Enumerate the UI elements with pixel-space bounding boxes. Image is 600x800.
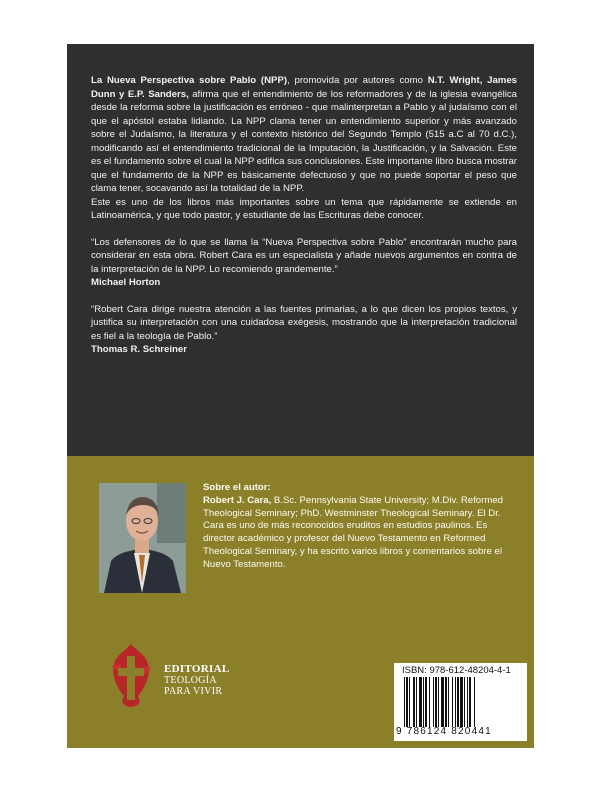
endorsement-quote-1: “Los defensores de lo que se llama la “Nueva Perspectiva sobre Pablo” encontrarán mucho para considerar en esta obra. Robert Cara es un especialista y añade nuevos argumentos en contra de la interpretación de la NPP. Lo recomiendo grandemente.” (91, 236, 517, 275)
publisher-line-3: PARA VIVIR (164, 686, 223, 697)
author-portrait-image (99, 483, 186, 593)
back-cover (67, 44, 534, 748)
author-panel (67, 456, 534, 748)
flame-cross-icon (107, 642, 155, 708)
endorsement-quote-2: “Robert Cara dirige nuestra atención a las fuentes primarias, a lo que dicen los propios textos, y justifica su interpretación con una cuidadosa exégesis, mostrando que la interpretación tradicional es fiel a la teología de Pablo.” (91, 303, 517, 342)
synopsis-panel (67, 44, 534, 456)
barcode-digits: 9 786124 820441 (396, 726, 492, 737)
synopsis-paragraph-1 (91, 74, 517, 196)
synopsis-paragraph-2: Este es uno de los libros más importantes sobre un tema que rápidamente se extiende en Latinoamérica, y que todo pastor, y estudiante de las Escrituras debe conocer. (91, 196, 517, 221)
npp-title: La Nueva Perspectiva sobre Pablo (NPP) (91, 75, 288, 86)
publisher-line-1: EDITORIAL (164, 663, 230, 675)
barcode-bars (404, 677, 519, 727)
author-bio-body: B.Sc. Pennsylvania State University; M.Div. Reformed Theological Seminary; PhD. Westminster Theological Seminary. El Dr. Cara es uno de más reconocidos eruditos en estudios paulinos. Es director académico y profesor del Nuevo Testamento en Reformed Theological Seminary, y ha escrito varios libros y comentarios sobre el Nuevo Testamento. (203, 494, 504, 570)
author-bio-text (203, 495, 505, 572)
publisher-logo (107, 642, 237, 708)
para1-mid: , promovida por autores como (287, 75, 428, 86)
isbn-barcode (394, 663, 527, 741)
author-photo (99, 483, 186, 593)
author-name: Robert J. Cara, (203, 494, 272, 506)
endorsement-author-1: Michael Horton (91, 277, 161, 288)
author-heading: Sobre el autor: (203, 482, 271, 493)
endorsement-author-2: Thomas R. Schreiner (91, 344, 187, 355)
npp-authors: N.T. Wright, James Dunn y E.P. Sanders, (91, 75, 518, 100)
publisher-line-2: TEOLOGÍA (164, 675, 217, 686)
publisher-name (164, 664, 229, 697)
para1-rest: afirma que el entendimiento de los reformadores y de la iglesia evangélica desde la reforma sobre la justificación es erróneo - que malinterpretan a Pablo y al judaísmo con el que el apóstol estaba lidiando. La NPP clama tener un entendimiento superior y más avanzado sobre el Judaísmo, la literatura y el contexto histórico del Segundo Templo (515 a.C al 70 d.C.), modificando así el entendimiento tradicional de la Imputación, la Justificación, y la Salvación. Este es el fundamento sobre el cual la NPP edifica sus conclusiones. Este importante libro busca mostrar que el fundamento de la NPP es básicamente defectuoso y que no puede soportar el peso que clama tener, socavando así la totalidad de la NPP. (91, 88, 517, 194)
synopsis-text (91, 74, 517, 357)
author-bio (203, 482, 505, 572)
isbn-label: ISBN: 978-612-48204-4-1 (402, 665, 511, 676)
